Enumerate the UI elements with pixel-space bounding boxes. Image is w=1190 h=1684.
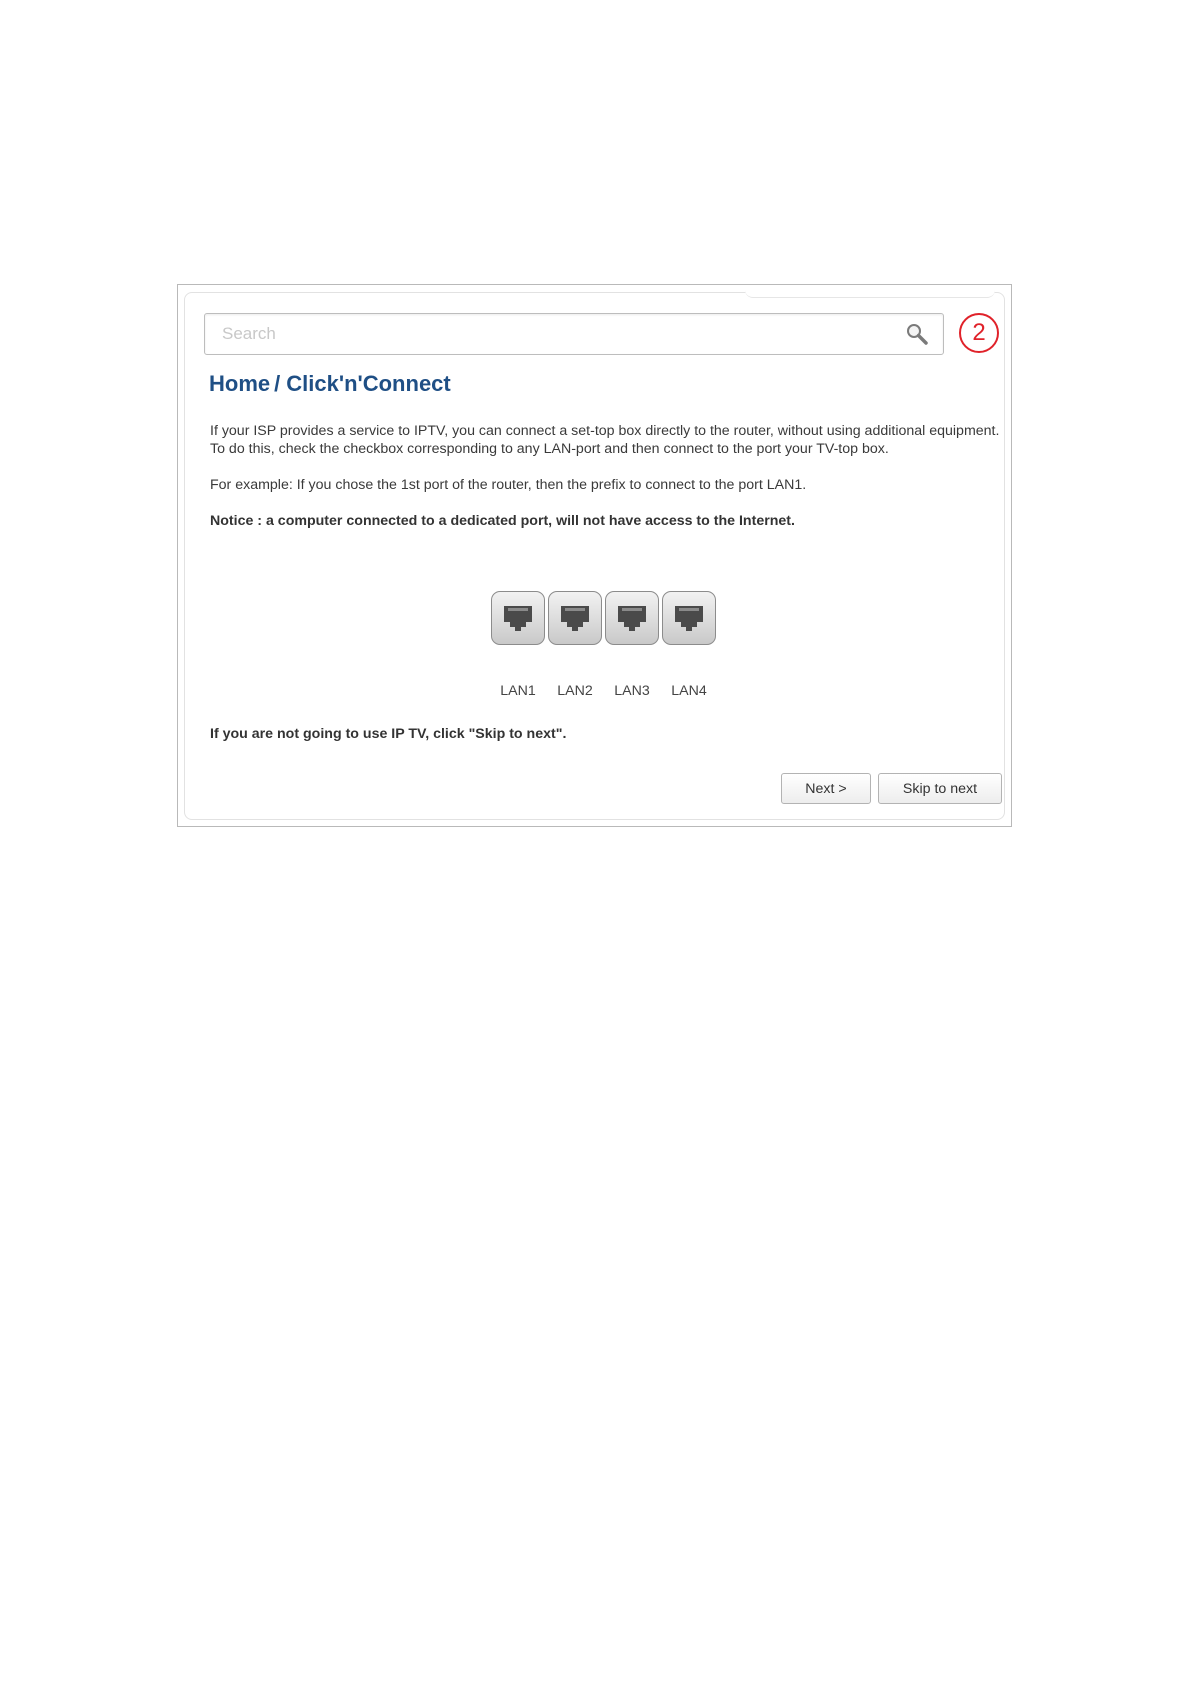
wizard-screenshot-frame <box>177 284 1012 827</box>
breadcrumb <box>209 371 451 397</box>
search-box <box>204 313 944 355</box>
step-number-badge: 2 <box>959 313 999 353</box>
search-input[interactable] <box>205 314 902 354</box>
breadcrumb-separator: / <box>274 371 281 396</box>
ethernet-port-icon <box>548 591 602 645</box>
breadcrumb-current: Click'n'Connect <box>286 371 451 396</box>
search-icon[interactable] <box>905 322 929 346</box>
iptv-example: For example: If you chose the 1st port of the router, then the prefix to connect to the port LAN1. <box>210 477 807 493</box>
lan-port-4[interactable] <box>662 591 716 645</box>
skip-to-next-button[interactable]: Skip to next <box>878 773 1002 804</box>
ethernet-port-icon <box>662 591 716 645</box>
next-button[interactable]: Next > <box>781 773 871 804</box>
lan-port-label: LAN3 <box>614 683 650 699</box>
notice-text: Notice : a computer connected to a dedicated port, will not have access to the Internet. <box>210 513 795 529</box>
breadcrumb-home[interactable]: Home <box>209 371 271 396</box>
lan-port-label: LAN2 <box>557 683 593 699</box>
wizard-panel <box>184 292 1005 820</box>
iptv-description: If your ISP provides a service to IPTV, you can connect a set-top box directly to the router, without using additional equipment. To do this, check the checkbox corresponding to any LAN-port and then connect to the port your TV-top box. <box>210 423 1000 457</box>
lan-port-1[interactable] <box>491 591 545 645</box>
ethernet-port-icon <box>491 591 545 645</box>
lan-port-label: LAN4 <box>671 683 707 699</box>
lan-port-2[interactable] <box>548 591 602 645</box>
lan-port-selector <box>491 591 731 711</box>
panel-top-tab <box>745 289 995 298</box>
ethernet-port-icon <box>605 591 659 645</box>
skip-hint-text: If you are not going to use IP TV, click "Skip to next". <box>210 726 567 742</box>
lan-port-3[interactable] <box>605 591 659 645</box>
lan-port-label: LAN1 <box>500 683 536 699</box>
